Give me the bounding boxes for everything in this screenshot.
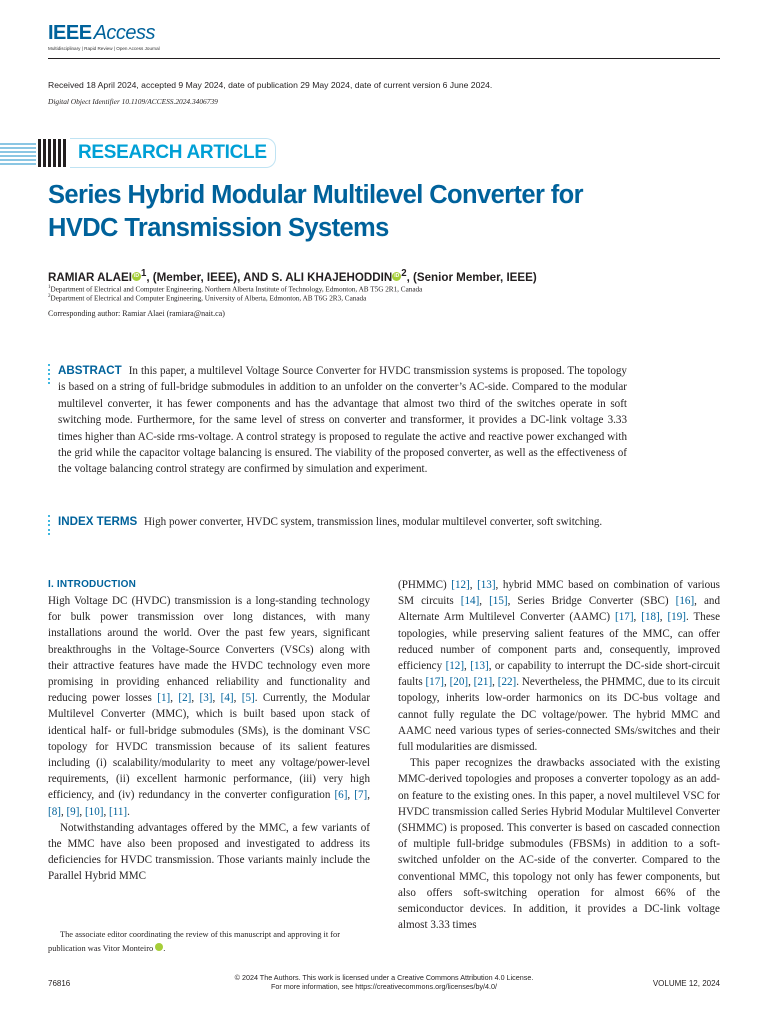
title-line-1: Series Hybrid Modular Multilevel Converter for — [48, 181, 583, 209]
paragraph-2: Notwithstanding advantages offered by the MMC, a few variants of the MMC have also been proposed and investigated to address its deficiencies for HVDC transmission. Those variants mainly include the Parallel Hybrid MMC — [48, 821, 370, 883]
citation-link[interactable]: [2] — [178, 692, 192, 705]
citation-link[interactable]: [13] — [477, 579, 496, 591]
index-terms — [58, 514, 627, 530]
abstract — [58, 363, 627, 478]
author-list — [48, 268, 537, 284]
footnote: The associate editor coordinating the review of this manuscript and approving it for publication was Vitor Monteiro iD. — [48, 930, 341, 953]
citation-link[interactable]: [16] — [675, 595, 695, 608]
citation-link[interactable]: [15] — [489, 595, 508, 608]
affiliation-1: $^1$Department of Electrical and Computer Engineering, Northern Alberta Institute of Technology, Edmonton, AB T5G 2R1, Canada — [48, 285, 423, 294]
author-1-affil: 1 — [140, 268, 147, 279]
paragraph-4: This paper recognizes the drawbacks associated with the existing MMC-derived topologies and proposes a converter topology as an add-on feature to the existing ones. In this paper, a novel multilevel VSC for HVDC transmission called Series Hybrid Modular Multilevel Converter (SHMMC) is proposed. This converter is based on cascaded connection of multiple full-bridge submodules (FBSMs) in addition to a soft-switched unfolder on the AC-side of the converter. Compared to the conventional MMC, this topology not only has fewer components, but also offers soft-switching operation for almost 66% of the semiconductor devices. In addition, it provides a DC-link voltage almost 3.33 times — [398, 757, 720, 932]
orcid-icon[interactable]: iD — [394, 272, 400, 279]
citation-link[interactable]: [8] — [48, 805, 61, 818]
citation-link[interactable]: [1] — [157, 692, 171, 705]
citation-link[interactable]: [20] — [449, 676, 469, 689]
logo-access-text: Access — [93, 22, 156, 44]
citation-link[interactable]: [5] — [241, 692, 255, 705]
abstract-text: In this paper, a multilevel Voltage Source Converter for HVDC transmission systems is proposed. The topology is based on a string of full-bridge submodules in addition to an unfolder on the converter’s AC-side. Compared to the modular multilevel converter, it has fewer components and has the advantage that almost two third of the switches operate in soft switching mode. Furthermore, for the same level of stress on converter and transformer, it provides a DC-link voltage 3.33 times higher than AC-side rms-voltage. A control strategy is proposed to regulate the active and reactive power exchanged with the grid while the capacitor voltage balancing is ensured. The viability of the proposed converter, as well as the effectiveness of the voltage balancing control strategy are confirmed by simulation and experiment. — [58, 365, 627, 476]
page-number: 76816 — [48, 979, 71, 988]
citation-link[interactable]: [7] — [354, 789, 368, 802]
index-terms-label: INDEX TERMS — [58, 515, 138, 528]
orcid-icon[interactable]: iD — [133, 272, 139, 279]
title-line-2: HVDC Transmission Systems — [48, 214, 389, 242]
article-title — [48, 179, 668, 245]
abstract-dots-icon — [48, 364, 51, 387]
citation-link[interactable]: [14] — [460, 595, 480, 608]
citation-link[interactable]: [10] — [84, 805, 104, 818]
citation-link[interactable]: [12] — [451, 579, 470, 591]
citation-link[interactable]: [11] — [109, 805, 128, 818]
citation-link[interactable]: [12] — [445, 660, 465, 673]
section-heading: I. INTRODUCTION — [48, 579, 136, 590]
index-terms-text: High power converter, HVDC system, transmission lines, modular multilevel converter, soft switching. — [144, 516, 603, 528]
volume-label: VOLUME 12, 2024 — [652, 979, 720, 988]
author-1-name: RAMIAR ALAEI — [48, 270, 132, 284]
citation-link[interactable]: [19] — [667, 611, 686, 624]
citation-link[interactable]: [17] — [425, 676, 444, 689]
author-2-affil: 2 — [401, 268, 407, 279]
received-dates: Received 18 April 2024, accepted 9 May 2024, date of publication 29 May 2024, date of current version 6 June 2024. — [48, 80, 493, 90]
index-terms-dots-icon — [48, 515, 51, 538]
header-rule — [48, 58, 720, 59]
abstract-label: ABSTRACT — [58, 364, 122, 377]
article-type-badge — [0, 136, 267, 170]
article-type-label: RESEARCH ARTICLE — [70, 138, 276, 168]
corresponding-author: Corresponding author: Ramiar Alaei (ramiara@nait.ca) — [48, 309, 225, 318]
journal-logo — [48, 22, 155, 45]
citation-link[interactable]: [18] — [641, 611, 660, 624]
citation-link[interactable]: [9] — [66, 805, 80, 818]
column-right — [398, 577, 720, 933]
citation-link[interactable]: [6] — [334, 789, 348, 802]
column-left — [48, 577, 370, 885]
citation-link[interactable]: [22] — [497, 676, 517, 689]
citation-link[interactable]: [21] — [473, 676, 493, 689]
license-line-1: © 2024 The Authors. This work is licensed under a Creative Commons Attribution 4.0 License. — [234, 973, 534, 982]
affiliation-2: $^2$Department of Electrical and Computer Engineering, University of Alberta, Edmonton, AB T6G 2R3, Canada — [48, 294, 367, 303]
author-1-role: , (Member, IEEE), AND S. ALI KHAJEHODDIN — [146, 270, 393, 284]
doi: Digital Object Identifier 10.1109/ACCESS.2024.3406739 — [48, 97, 218, 106]
license-line-2[interactable]: For more information, see https://creativecommons.org/licenses/by/4.0/ — [270, 982, 498, 991]
citation-link[interactable]: [3] — [199, 692, 213, 705]
badge-bars-icon — [0, 136, 68, 170]
citation-link[interactable]: [4] — [220, 692, 234, 705]
author-2-role: , (Senior Member, IEEE) — [406, 270, 537, 284]
paragraph-3: (PHMMC) [12], [13], hybrid MMC based on combination of various SM circuits [14], [15], Series Bridge Converter (SBC) [16], and Alternate Arm Multilevel Converter (AAMC) [17], [18], [19]. These topologies, while preserving salient features of the MMC, can offer reduced number of component parts and, consequently, improved efficiency [12], [13], or capability to interrupt the DC-side short-circuit faults [17], [20], [21], [22]. Nevertheless, the PHMMC, due to its circuit topology, inherits low-order harmonics on its DC-bus voltage and cannot fully regulate the DC voltage/power. The hybrid MMC and AAMC need various types of series-connected SMs/switches and their full modularities are dismissed. — [398, 579, 721, 754]
orcid-icon[interactable]: iD — [155, 943, 163, 951]
citation-link[interactable]: [17] — [615, 611, 634, 624]
citation-link[interactable]: [13] — [470, 660, 489, 673]
logo-ieee-text: IEEE — [48, 22, 92, 44]
journal-tagline: Multidisciplinary | Rapid Review | Open Access Journal — [48, 46, 160, 51]
paragraph-1: High Voltage DC (HVDC) transmission is a long-standing technology for bulk power transmission over long distances, with many installations around the world. Over the past few years, significant breakthroughs in the Voltage-Source Converters (VSCs) along with their attractive features have made the HVDC technology even more promising in providing enhanced reliability and functionality and reducing power losses [1], [2], [3], [4], [5]. Currently, the Modular Multilevel Converter (MMC), which is built based upon stack of identical half- or full-bridge submodules (SMs), is the dominant VSC topology for HVDC transmission because of its salient features including (i) scalability/modularity to meet any voltage/power-level requirements, (ii) excellent harmonic performance, (iii) very high efficiency, and (iv) redundancy in the converter configuration [6], [7], [8], [9], [10], [11]. — [48, 595, 371, 818]
